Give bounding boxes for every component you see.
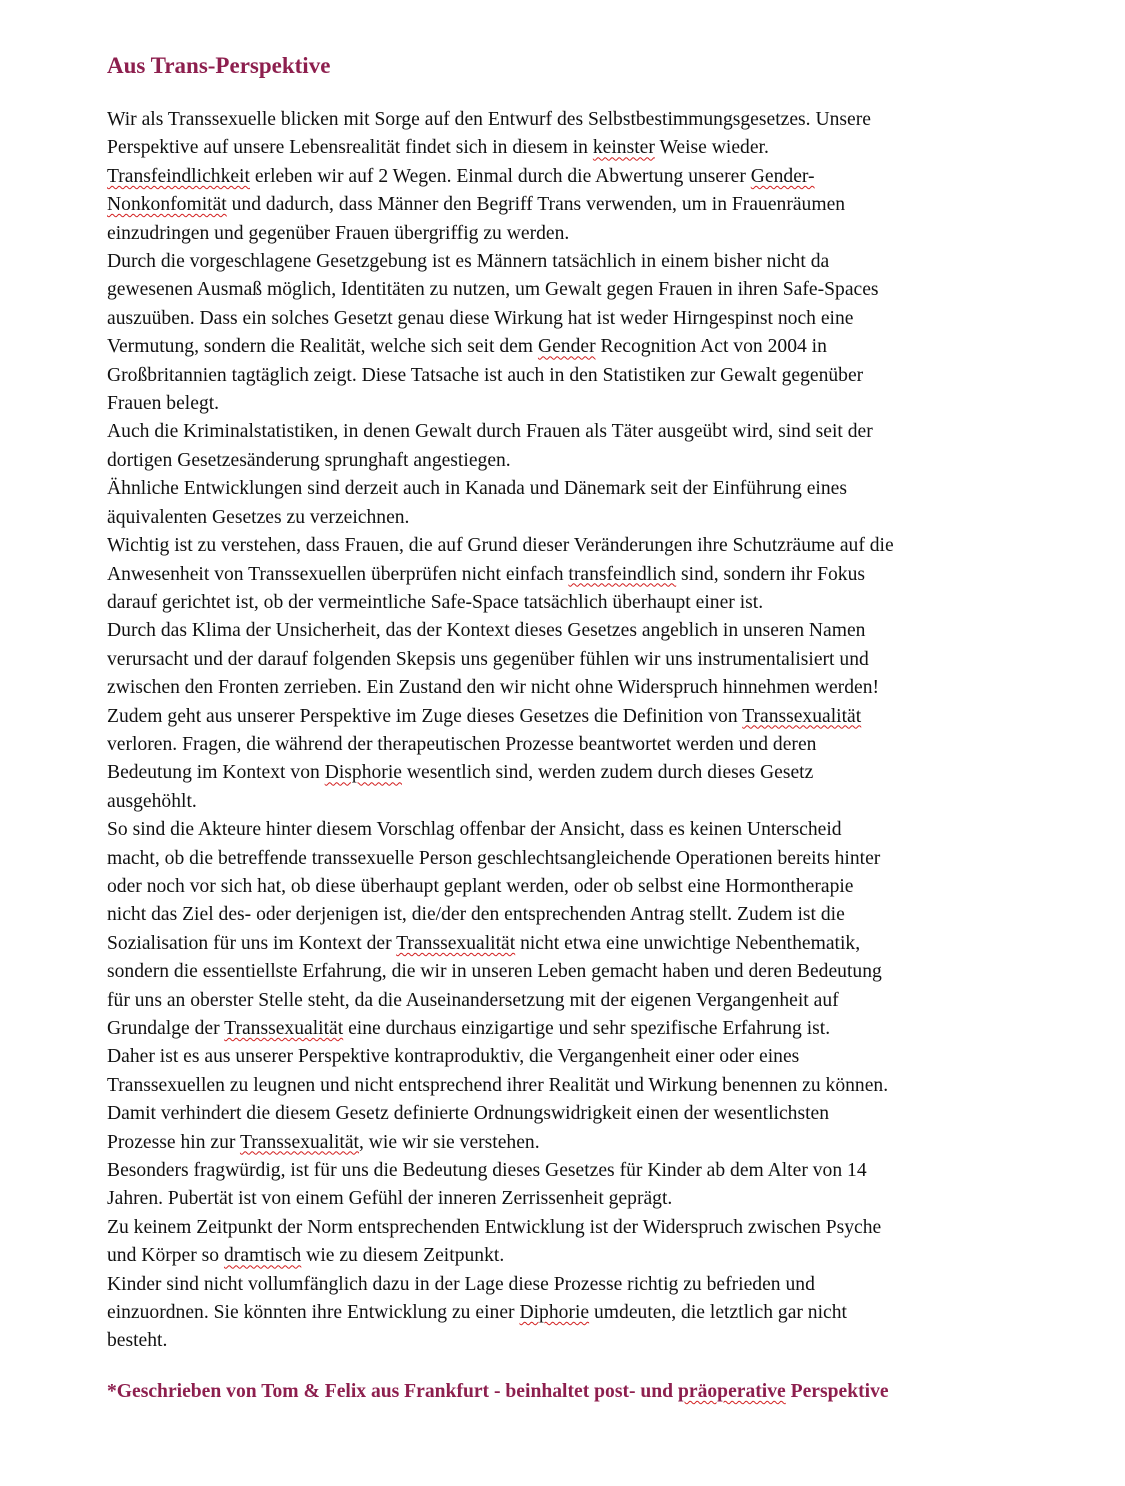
spellcheck-flagged-word: Transfeindlichkeit — [107, 165, 250, 187]
document-title: Aus Trans-Perspektive — [107, 53, 331, 78]
text-line: einzuordnen. Sie könnten ihre Entwicklung zu einer Diphorie umdeuten, die letztlich gar nicht — [107, 1302, 847, 1324]
text-line: Besonders fragwürdig, ist für uns die Bedeutung dieses Gesetzes für Kinder ab dem Alter von 14 — [107, 1160, 867, 1182]
text-line: Ähnliche Entwicklungen sind derzeit auch in Kanada und Dänemark seit der Einführung eines — [107, 478, 847, 500]
text-line: sondern die essentiellste Erfahrung, die wir in unseren Leben gemacht haben und deren Bedeutung — [107, 961, 882, 983]
author-footnote: *Geschrieben von Tom & Felix aus Frankfurt - beinhaltet post- und präoperative Perspektive — [107, 1380, 889, 1402]
spellcheck-flagged-word: Nonkonfomität — [107, 194, 227, 216]
text-line: Anwesenheit von Transsexuellen überprüfen nicht einfach transfeindlich sind, sondern ihr Fokus — [107, 563, 866, 585]
text-line: Durch die vorgeschlagene Gesetzgebung ist es Männern tatsächlich in einem bisher nicht da — [107, 251, 830, 273]
text-line: ausgehöhlt. — [107, 790, 197, 812]
spellcheck-flagged-word: keinster — [592, 137, 655, 159]
text-line: verloren. Fragen, die während der therapeutischen Prozesse beantwortet werden und deren — [107, 733, 817, 755]
text-line: Sozialisation für uns im Kontext der Transsexualität nicht etwa eine unwichtige Nebenthematik, — [107, 932, 861, 954]
spellcheck-flagged-word: Gender — [537, 336, 596, 358]
text-line: dortigen Gesetzesänderung sprunghaft angestiegen. — [107, 449, 511, 471]
text-line: gewesenen Ausmaß möglich, Identitäten zu nutzen, um Gewalt gegen Frauen in ihren Safe-Spaces — [107, 279, 879, 301]
text-line: Transfeindlichkeit erleben wir auf 2 Wegen. Einmal durch die Abwertung unserer Gender- — [107, 165, 815, 187]
text-line: Kinder sind nicht vollumfänglich dazu in der Lage diese Prozesse richtig zu befrieden und — [107, 1273, 815, 1295]
text-line: Großbritannien tagtäglich zeigt. Diese Tatsache ist auch in den Statistiken zur Gewalt gegenüber — [107, 364, 864, 386]
text-line: für uns an oberster Stelle steht, da die Auseinandersetzung mit der eigenen Vergangenheit auf — [107, 989, 839, 1011]
text-line: Wir als Transsexuelle blicken mit Sorge auf den Entwurf des Selbstbestimmungsgesetzes. Unsere — [107, 109, 871, 130]
spellcheck-flagged-word: Disphorie — [324, 762, 402, 784]
text-line: verursacht und der darauf folgenden Skepsis uns gegenüber fühlen wir uns instrumentalisiert und — [107, 648, 869, 670]
spellcheck-flagged-word: Transsexualität — [742, 705, 862, 727]
text-line: macht, ob die betreffende transsexuelle Person geschlechtsangleichende Operationen bereits hinter — [107, 847, 881, 869]
text-line: auszuüben. Dass ein solches Gesetzt genau diese Wirkung hat ist weder Hirngespinst noch eine — [107, 307, 854, 329]
document-page — [107, 50, 1022, 1406]
text-line: Nonkonfomität und dadurch, dass Männer den Begriff Trans verwenden, um in Frauenräumen — [107, 194, 846, 216]
text-line: Jahren. Pubertät ist von einem Gefühl der inneren Zerrissenheit geprägt. — [107, 1188, 673, 1210]
text-line: Bedeutung im Kontext von Disphorie wesentlich sind, werden zudem durch dieses Gesetz — [107, 762, 814, 784]
text-line: Auch die Kriminalstatistiken, in denen Gewalt durch Frauen als Täter ausgeübt wird, sind seit der — [107, 421, 873, 443]
text-line: Zudem geht aus unserer Perspektive im Zuge dieses Gesetzes die Definition von Transsexualität — [107, 705, 862, 727]
text-line: Durch das Klima der Unsicherheit, das der Kontext dieses Gesetzes angeblich in unseren Namen — [107, 620, 866, 642]
text-line: Grundalge der Transsexualität eine durchaus einzigartige und sehr spezifische Erfahrung ist. — [107, 1018, 831, 1039]
text-line: Frauen belegt. — [107, 393, 220, 415]
text-line: nicht das Ziel des- oder derjenigen ist, die/der den entsprechenden Antrag stellt. Zudem ist die — [107, 904, 845, 926]
spellcheck-flagged-word: präoperative — [677, 1380, 786, 1402]
spellcheck-flagged-word: transfeindlich — [568, 563, 677, 585]
text-line: Prozesse hin zur Transsexualität, wie wir sie verstehen. — [107, 1131, 540, 1153]
text-line: und Körper so dramtisch wie zu diesem Zeitpunkt. — [107, 1245, 505, 1267]
spellcheck-flagged-word: Transsexualität — [224, 1018, 344, 1039]
text-line: oder noch vor sich hat, ob diese überhaupt geplant werden, oder ob selbst eine Hormontherapie — [107, 875, 854, 897]
text-line: darauf gerichtet ist, ob der vermeintliche Safe-Space tatsächlich überhaupt einer ist. — [107, 591, 764, 613]
text-line: zwischen den Fronten zerrieben. Ein Zustand den wir nicht ohne Widerspruch hinnehmen werden! — [107, 677, 880, 699]
text-line: besteht. — [107, 1330, 168, 1352]
text-line: Zu keinem Zeitpunkt der Norm entsprechenden Entwicklung ist der Widerspruch zwischen Psyche — [107, 1216, 882, 1238]
text-line: äquivalenten Gesetzes zu verzeichnen. — [107, 506, 410, 528]
text-line: Transsexuellen zu leugnen und nicht entsprechend ihrer Realität und Wirkung benennen zu können. — [107, 1074, 889, 1096]
spellcheck-flagged-word: Transsexualität — [396, 932, 516, 954]
text-line: Perspektive auf unsere Lebensrealität findet sich in diesem in keinster Weise wieder. — [107, 137, 769, 159]
document-body — [107, 106, 1022, 1356]
text-line: Wichtig ist zu verstehen, dass Frauen, die auf Grund dieser Veränderungen ihre Schutzräume auf die — [107, 535, 894, 557]
spellcheck-flagged-word: dramtisch — [224, 1245, 302, 1267]
text-line: Damit verhindert die diesem Gesetz definierte Ordnungswidrigkeit einen der wesentlichsten — [107, 1103, 830, 1125]
spellcheck-flagged-word: Diphorie — [519, 1302, 590, 1324]
spellcheck-flagged-word: Gender- — [750, 165, 815, 187]
text-line: Vermutung, sondern die Realität, welche sich seit dem Gender Recognition Act von 2004 in — [107, 336, 827, 358]
text-line: So sind die Akteure hinter diesem Vorschlag offenbar der Ansicht, dass es keinen Unterscheid — [107, 819, 842, 841]
text-line: einzudringen und gegenüber Frauen übergriffig zu werden. — [107, 222, 570, 244]
spellcheck-flagged-word: Transsexualität — [239, 1131, 359, 1153]
text-line: Daher ist es aus unserer Perspektive kontraproduktiv, die Vergangenheit einer oder eines — [107, 1046, 800, 1068]
